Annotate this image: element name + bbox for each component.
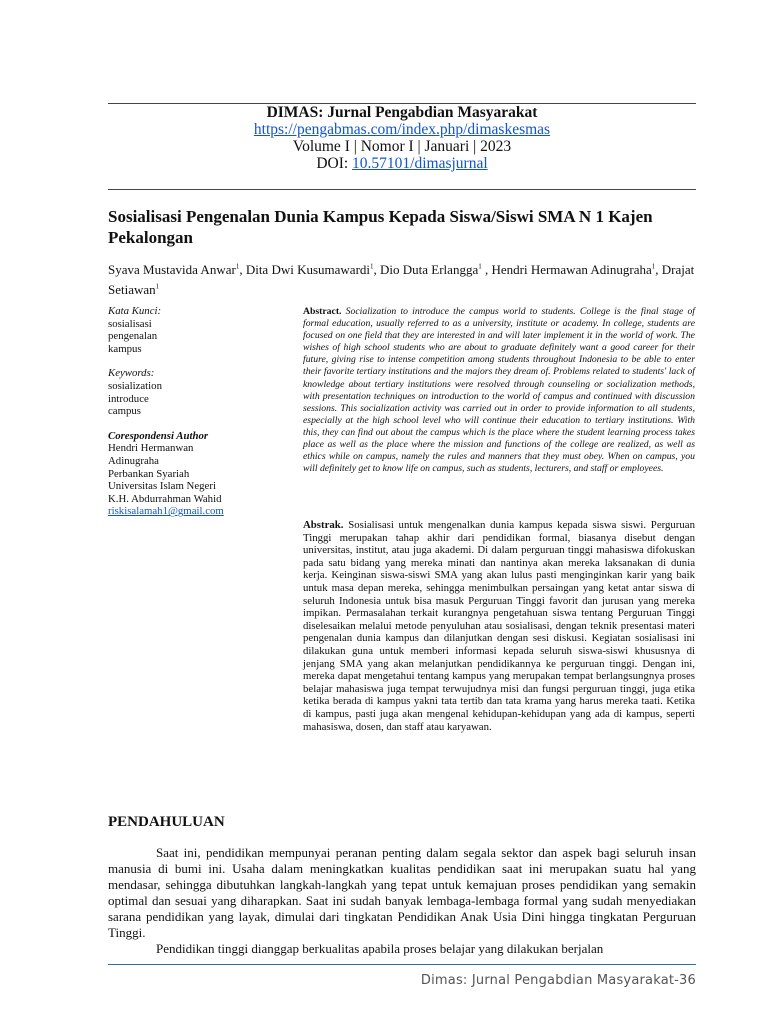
journal-header xyxy=(108,104,696,172)
journal-doi xyxy=(108,155,696,172)
article-sidebar xyxy=(108,305,288,530)
body-paragraph: Saat ini, pendidikan mempunyai peranan penting dalam segala sektor dan aspek bagi seluruh insan manusia di bumi ini. Usaha dalam meningkatkan kualitas pendidikan saat ini merupakan suatu hal yang mendasar, sehingga dibutuhkan langkah-langkah yang tepat untuk kemajuan proses pendidikan yang semakin optimal dan sesuai yang diharapkan. Saat ini sudah banyak lembaga-lembaga formal yang sudah menyediakan sarana pendidikan yang layak, dimulai dari tingkatan Pendidikan Anak Usia Dini hingga tingkatan Perguruan Tinggi. xyxy=(108,845,696,940)
author-2: Dio Duta Erlangga$^1$ , xyxy=(380,262,492,278)
doi-label: DOI: xyxy=(316,155,353,172)
abstract-indonesian xyxy=(303,519,695,733)
journal-issue: Volume I | Nomor I | Januari | 2023 xyxy=(292,138,512,155)
keyword-item: campus xyxy=(108,405,141,418)
page-footer: Dimas: Jurnal Pengabdian Masyarakat-36 xyxy=(420,973,696,988)
section-body xyxy=(108,845,696,957)
correspondence-line: Perbankan Syariah xyxy=(108,467,190,480)
keyword-item: introduce xyxy=(108,392,149,405)
correspondence-line: K.H. Abdurrahman Wahid xyxy=(108,492,222,505)
correspondence-email-link[interactable]: riskisalamah1@gmail.com xyxy=(108,505,224,518)
keywords-label: Keywords: xyxy=(108,367,155,380)
correspondence-line: Universitas Islam Negeri xyxy=(108,480,216,493)
abstract-label: Abstract. xyxy=(303,306,342,317)
journal-name: DIMAS: Jurnal Pengabdian Masyarakat xyxy=(266,104,538,121)
abstrak-text: Sosialisasi untuk mengenalkan dunia kampus kepada siswa siswi. Perguruan Tinggi merupakan tahap akhir dari pendidikan formal, biasanya disebut dengan universitas, institut, atau juga akademi. Di dalam perguruan tinggi mahasiswa difokuskan pada satu bidang yang mereka minati dan nantinya akan mereka laksanakan di dunia kerja. Keinginan siswa-siswi SMA yang akan lulus pasti menginginkan karir yang baik untuk masa depan mereka, sehingga menimbulkan persaingan yang ketat antar siswa di seluruh Indonesia untuk bisa masuk Perguruan Tinggi favorit dan jurusan yang mereka impikan. Permasalahan terkait kurangnya pengetahuan siswa tentang Perguruan Tinggi diselesaikan melalui metode penyuluhan atau sosialisasi, dengan teknik presentasi materi pengenalan dunia kampus dan dilanjutkan dengan sesi diskusi. Kegiatan sosialisasi ini dilakukan guna untuk memberi informasi kepada seluruh siswa-siswi khususnya di jenjang SMA yang akan melanjutkan pendidikannya ke perguruan tinggi. Dengan ini, mereka dapat mengetahui tentang kampus yang merupakan tempat berlangsungnya proses belajar mahasiswa juga tempat terwujudnya misi dan fungsi perguruan tinggi, juga etika ketika berada di kampus yakni tata tertib dan tata krama yang harus mereka taati. Ketika di kampus, pasti juga akan mengenal kehidupan-kehidupan yang ada di kampus, seperti mahasiswa, dosen, dan staff atau karyawan. xyxy=(303,519,695,733)
kata-kunci-section xyxy=(108,305,288,355)
keywords-section xyxy=(108,367,288,417)
author-0: Syava Mustavida Anwar$^1$, xyxy=(108,262,246,278)
author-list xyxy=(108,259,696,298)
kata-kunci-label: Kata Kunci: xyxy=(108,305,162,317)
abstrak-label: Abstrak. xyxy=(303,519,344,531)
journal-url-link[interactable]: https://pengabmas.com/index.php/dimaskesmas xyxy=(253,121,551,138)
kata-kunci-item: pengenalan xyxy=(108,330,158,343)
keyword-item: sosialization xyxy=(108,379,162,392)
abstract-english xyxy=(303,306,695,475)
body-paragraph: Pendidikan tinggi dianggap berkualitas apabila proses belajar yang dilakukan berjalan xyxy=(156,941,604,956)
doi-link[interactable]: 10.57101/dimasjurnal xyxy=(352,155,488,172)
correspondence-line: Hendri Hermanwan xyxy=(108,442,194,455)
header-bottom-rule xyxy=(108,189,696,190)
footer-rule xyxy=(108,964,696,965)
section-heading: PENDAHULUAN xyxy=(108,814,225,830)
correspondence-section xyxy=(108,430,288,518)
abstract-text: Socialization to introduce the campus world to students. College is the final stage of formal education, usually referred to as a university, institute or academy. In college, students are focused on one field that they are interested in and will later implement it in the world of work. The wishes of high school students who are about to graduate definitely want a good career for their future, giving rise to intense competition among students throughout Indonesia to be able to enter their favorite tertiary institutions and the majors they dream of. Problems related to students' lack of knowledge about tertiary institutions were resolved through counseling or socialization methods, with presentation techniques on introduction to the world of campus and continued with discussion sessions. This socialization activity was carried out in order to provide information to all students, especially at the high school level who will continue their education to tertiary institutions. With this, they can find out about the campus which is the place where the student learning process takes place as well as the place where the mission and functions of the college are realized, as well as ethics while on campus, namely the rules and manners that they must obey. When on campus, you will definitely get to know life on campus, such as students, lecturers, and staff or employees. xyxy=(303,306,695,475)
kata-kunci-item: kampus xyxy=(108,342,142,355)
correspondence-label: Corespondensi Author xyxy=(108,429,209,442)
correspondence-line: Adinugraha xyxy=(108,454,159,467)
author-3: Hendri Hermawan Adinugraha$^1$, xyxy=(491,262,662,278)
author-4: Drajat Setiawan$^1$ xyxy=(108,262,695,297)
article-title: Sosialisasi Pengenalan Dunia Kampus Kepada Siswa/Siswi SMA N 1 Kajen Pekalongan xyxy=(108,207,653,247)
kata-kunci-item: sosialisasi xyxy=(108,317,152,330)
author-1: Dita Dwi Kusumawardi$^1$, xyxy=(245,262,381,278)
